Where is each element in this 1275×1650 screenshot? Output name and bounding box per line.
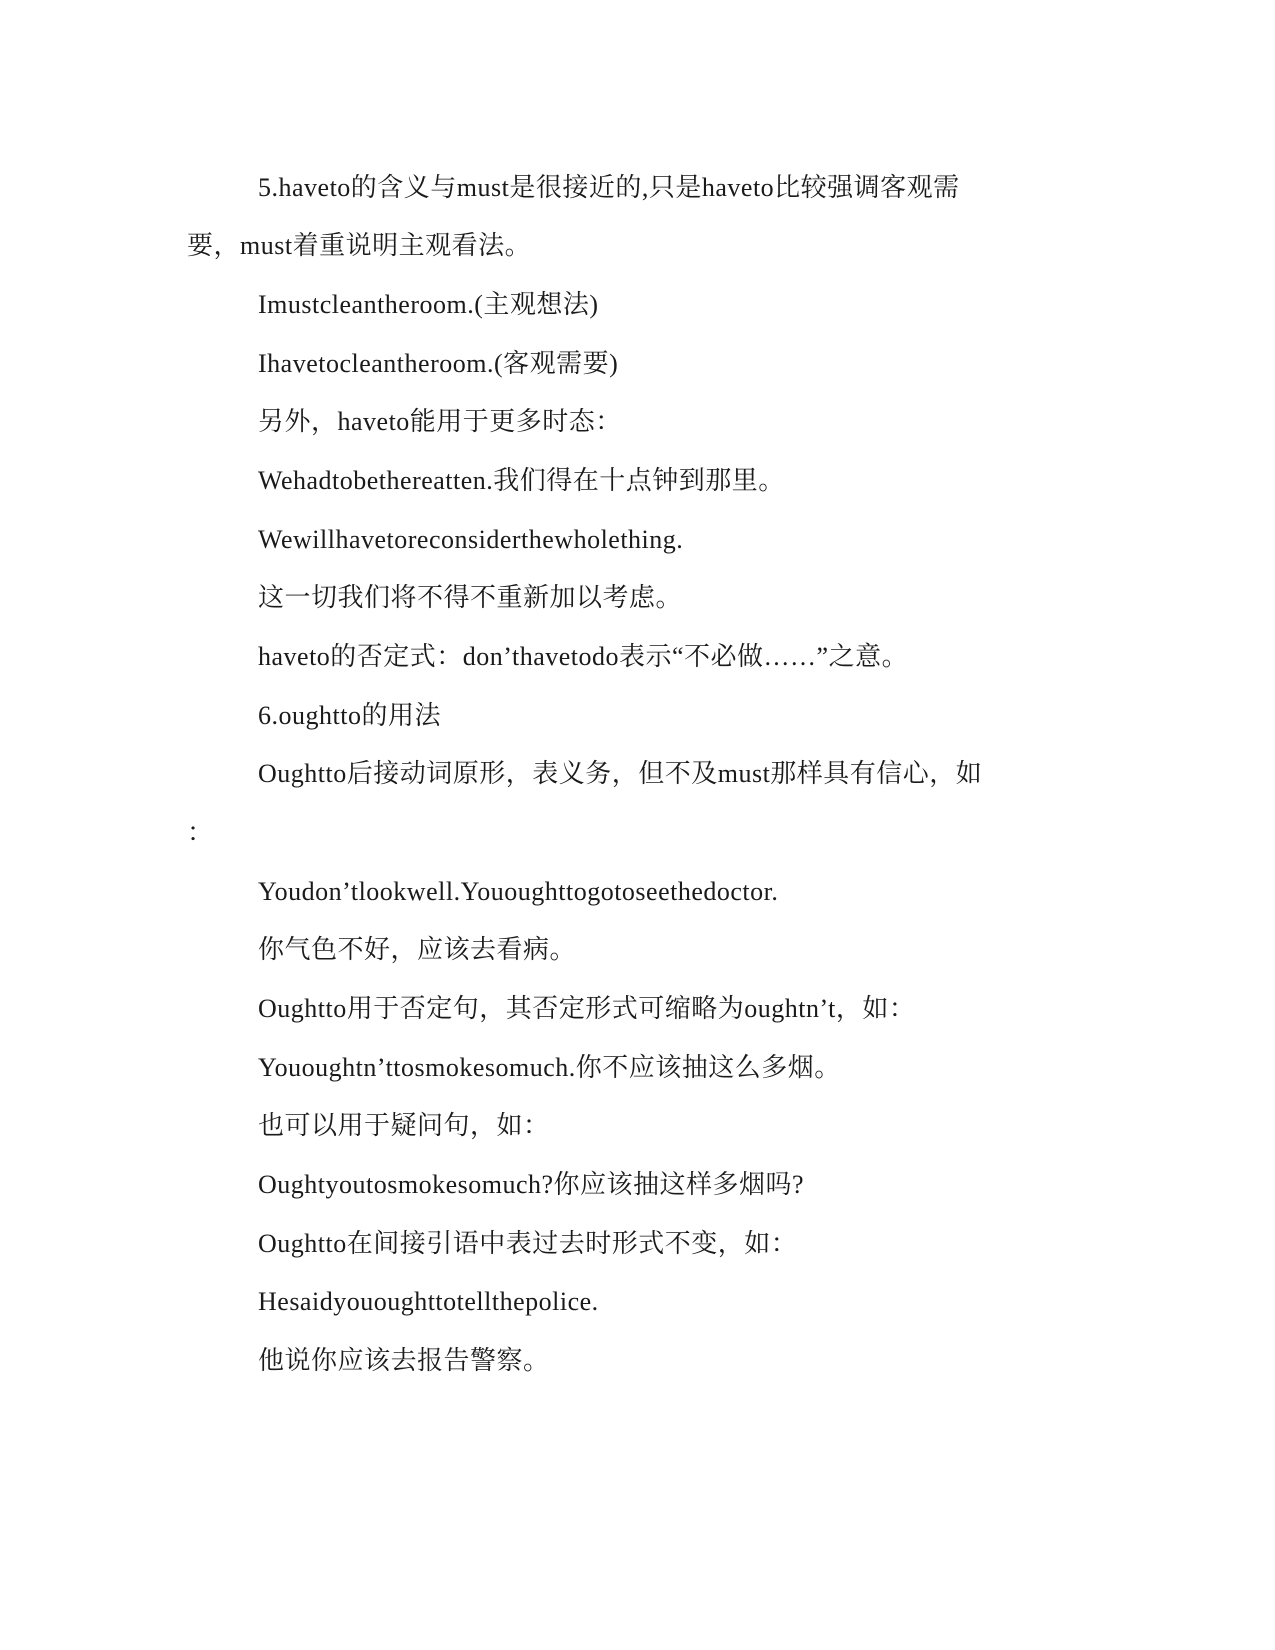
explanation-text: 也可以用于疑问句，如： — [258, 1111, 550, 1140]
section-5-heading-continued: 要，must着重说明主观看法。 — [187, 231, 532, 260]
explanation-text: Oughtto后接动词原形，表义务，但不及must那样具有信心，如 — [258, 759, 983, 788]
translation-text: 你气色不好，应该去看病。 — [258, 935, 577, 964]
explanation-text: Oughtto用于否定句，其否定形式可缩略为oughtn’t，如： — [258, 994, 916, 1023]
example-sentence: Imustcleantheroom.(主观想法) — [258, 290, 599, 319]
explanation-text: haveto的否定式：don’thavetodo表示“不必做……”之意。 — [258, 642, 909, 671]
example-sentence: Yououghtn’ttosmokesomuch.你不应该抽这么多烟。 — [258, 1053, 841, 1082]
translation-text: 这一切我们将不得不重新加以考虑。 — [258, 583, 683, 612]
translation-text: 他说你应该去报告警察。 — [258, 1346, 550, 1375]
section-5-heading-line: 5.haveto的含义与must是很接近的,只是haveto比较强调客观需 — [258, 173, 960, 202]
example-sentence: Wehadtobethereatten.我们得在十点钟到那里。 — [258, 466, 785, 495]
explanation-text: Oughtto在间接引语中表过去时形式不变，如： — [258, 1229, 798, 1258]
explanation-text: 另外，haveto能用于更多时态： — [258, 407, 622, 436]
example-sentence: Hesaidyououghttotellthepolice. — [258, 1287, 599, 1316]
example-sentence: Ihavetocleantheroom.(客观需要) — [258, 349, 619, 378]
example-sentence: Youdon’tlookwell.Yououghttogotoseethedoctor. — [258, 877, 779, 906]
section-6-heading: 6.oughtto的用法 — [258, 701, 441, 730]
example-sentence: Oughtyoutosmokesomuch?你应该抽这样多烟吗? — [258, 1170, 805, 1199]
example-sentence: Wewillhavetoreconsiderthewholething. — [258, 525, 684, 554]
explanation-text-continued: ： — [187, 818, 214, 847]
